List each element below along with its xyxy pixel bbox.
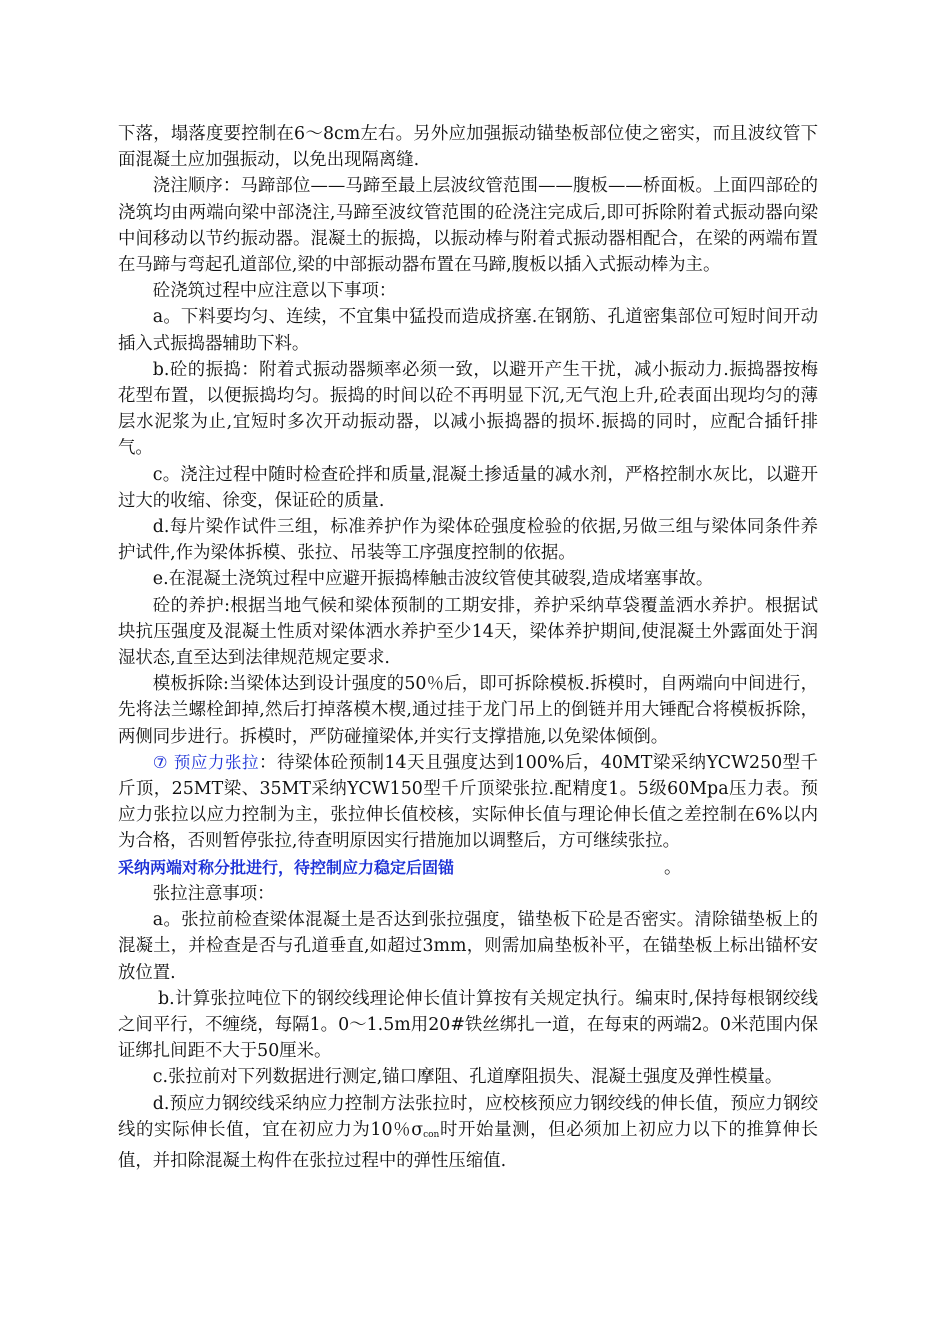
paragraph-note-c: c。浇注过程中随时检查砼拌和质量,混凝土掺适量的减水剂，严格控制水灰比，以避开过大的收缩、徐变，保证砼的质量. — [118, 464, 818, 511]
tension-note-d-part2: 时开始量测，但必须加上初应力以下的推算伸长值，并扣除混凝土构件在张拉过程中的弹性压缩值. — [118, 1119, 818, 1171]
document-body — [118, 121, 818, 1174]
paragraph-note-e: e.在混凝土浇筑过程中应避开振捣棒触击波纹管使其破裂,造成堵塞事故。 — [152, 569, 714, 590]
section-prestress-tensioning — [118, 750, 818, 855]
paragraph-formwork-removal: 模板拆除:当梁体达到设计强度的50％后，即可拆除模板.拆模时，自两端向中间进行，先将法兰螺栓卸掉,然后打掉落模木楔,通过挂于龙门吊上的倒链并用大锤配合将模板拆除，两侧同步进行。拆模时，严防碰撞梁体,并实行支撑措施,以免梁体倾倒。 — [118, 674, 818, 747]
tension-note-d-part1: d.预应力钢绞线采纳应力控制方法张拉时，应校核预应力钢绞线的伸长值，预应力钢绞线的实际伸长值，宜在初应力为10％σ — [118, 1093, 818, 1140]
paragraph-pouring-order: 浇注顺序：马蹄部位——马蹄至最上层波纹管范围——腹板——桥面板。上面四部砼的浇筑均由两端向梁中部浇注,马蹄至波纹管范围的砼浇注完成后,即可拆除附着式振动器向梁中间移动以节约振动器。混凝土的振捣，以振动棒与附着式振动器相配合，在梁的两端布置在马蹄与弯起孔道部位,梁的中部振动器布置在马蹄,腹板以插入式振动棒为主。 — [118, 176, 818, 276]
section-body: ：待梁体砼预制14天且强度达到100%后，40MT梁采纳YCW250型千斤顶，25MT梁、35MT采纳YCW150型千斤顶梁张拉.配精度1。5级60Mpa压力表。预应力张拉以应力控制为主，张拉伸长值校核，实际伸长值与理论伸长值之差控制在6%以内为合格，否则暂停张拉,待查明原因实行措施加以调整后，方可继续张拉。 — [118, 752, 818, 852]
blue-line-text: 采纳两端对称分批进行，待控制应力稳定后固锚 — [118, 857, 455, 877]
tension-note-d — [118, 1091, 818, 1175]
paragraph-note-a: a。下料要均匀、连续，不宜集中猛投而造成挤塞.在钢筋、孔道密集部位可短时间开动插入式振捣器辅助下料。 — [118, 307, 818, 354]
blue-line-trail: 。 — [664, 857, 682, 878]
paragraph-pouring-drop: 下落，塌落度要控制在6～8cm左右。另外应加强振动锚垫板部位使之密实，而且波纹管下面混凝土应加强振动，以免出现隔离缝. — [118, 124, 818, 171]
tension-notes-title: 张拉注意事项： — [152, 883, 275, 904]
paragraph-curing: 砼的养护:根据当地气候和梁体预制的工期安排，养护采纳草袋覆盖洒水养护。根据试块抗压强度及混凝土性质对梁体洒水养护至少14天，梁体养护期间,使混凝土外露面处于润湿状态,直至达到法律规范规定要求. — [118, 595, 818, 669]
tension-note-b: b.计算张拉吨位下的钢绞线理论伸长值计算按有关规定执行。编束时,保持每根钢绞线之间平行，不缠绕，每隔1。0～1.5m用20#铁丝绑扎一道，在每束的两端2。0米范围内保证绑扎间距不大于50厘米。 — [118, 988, 818, 1062]
paragraph-note-d: d.每片梁作试件三组，标准养护作为梁体砼强度检验的依据,另做三组与梁体同条件养护试件,作为梁体拆模、张拉、吊装等工序强度控制的依据。 — [118, 517, 818, 564]
sigma-subscript: con — [423, 1129, 440, 1140]
tension-note-c: c.张拉前对下列数据进行测定,锚口摩阻、孔道摩阻损失、混凝土强度及弹性模量。 — [152, 1067, 783, 1088]
tension-note-a: a。张拉前检查梁体混凝土是否达到张拉强度，锚垫板下砼是否密实。清除锚垫板上的混凝土，并检查是否与孔道垂直,如超过3mm，则需加扁垫板补平，在锚垫板上标出锚杯安放位置. — [118, 910, 818, 983]
section-heading: ⑦ 预应力张拉 — [152, 752, 260, 772]
blue-highlight-line — [118, 855, 818, 881]
paragraph-note-b: b.砼的振捣：附着式振动器频率必须一致，以避开产生干扰，减小振动力.振捣器按梅花型布置，以便振捣均匀。振捣的时间以砼不再明显下沉,无气泡上升,砼表面出现均匀的薄层水泥浆为止,宜短时多次开动振动器，以减小振捣器的损坏.振捣的同时，应配合插钎排气。 — [118, 359, 818, 459]
paragraph-pouring-notes-title: 砼浇筑过程中应注意以下事项： — [152, 281, 397, 302]
